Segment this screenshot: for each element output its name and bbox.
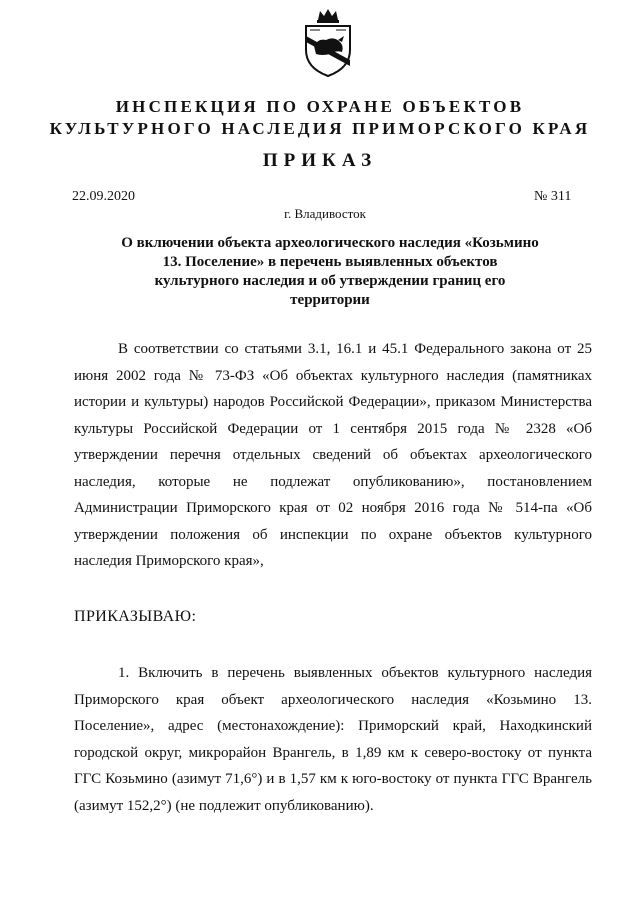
document-city: г. Владивосток xyxy=(284,206,366,221)
document-date: 22.09.2020 xyxy=(72,189,135,204)
organization-name-line1: ИНСПЕКЦИЯ ПО ОХРАНЕ ОБЪЕКТОВ xyxy=(115,97,525,116)
preamble-paragraph: В соответствии со статьями 3.1, 16.1 и 45.1 Федерального закона от 25 июня 2002 года № 73-ФЗ «Об объектах культурного наследия (памятниках истории и культуры) народов Российской Федерации», приказом Министерства культуры Российской Федерации от 1 сентября 2015 года № 2328 «Об утверждении перечня отдельных сведений об объектах археологического наследия, которые не подлежат опубликованию», постановлением Администрации Приморского края от 02 ноября 2016 года № 514-па «Об утверждении положения об инспекции по охране объектов культурного наследия Приморского края», xyxy=(74,341,592,569)
document-number: № 311 xyxy=(534,189,572,204)
document-type: ПРИКАЗ xyxy=(262,150,378,171)
coat-of-arms-icon xyxy=(300,6,356,78)
order-heading: ПРИКАЗЫВАЮ: xyxy=(74,608,197,625)
order-item-1: 1. Включить в перечень выявленных объектов культурного наследия Приморского края объект археологического наследия «Козьмино 13. Поселение», адрес (местонахождение): Приморский край, Находкинский городской округ, микрорайон Врангель, в 1,89 км к северо-востоку от пункта ГГС Козьмино (азимут 71,6°) и в 1,57 км к юго-востоку от пункта ГГС Врангель (азимут 152,2°) (не подлежит опубликованию). xyxy=(74,665,592,814)
organization-name-line2: КУЛЬТУРНОГО НАСЛЕДИЯ ПРИМОРСКОГО КРАЯ xyxy=(49,119,591,138)
document-title: О включении объекта археологического наследия «Козьмино 13. Поселение» в перечень выявленных объектов культурного наследия и об утверждении границ его территории xyxy=(121,235,539,308)
